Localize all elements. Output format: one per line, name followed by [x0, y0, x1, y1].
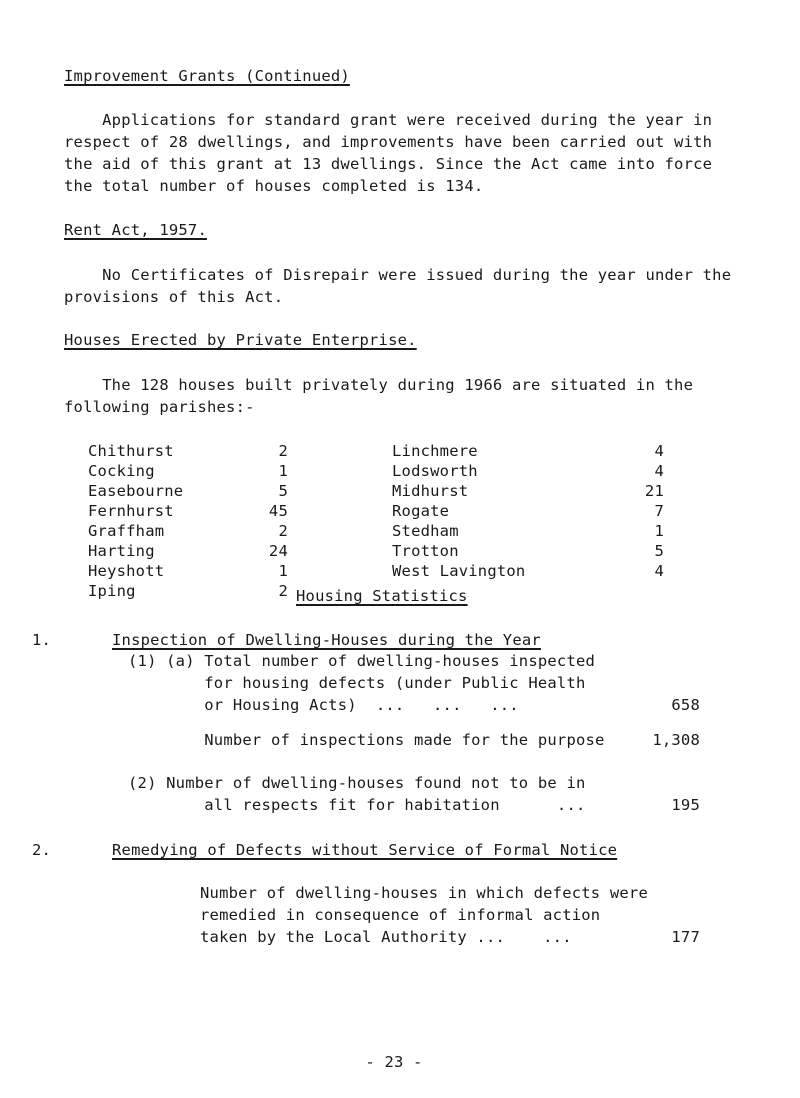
- stat-value: 1,308: [652, 731, 700, 749]
- stat-line: (2) Number of dwelling-houses found not to be in: [128, 774, 586, 792]
- stat-line: for housing defects (under Public Health: [128, 674, 586, 692]
- stat-line: (1) (a) Total number of dwelling-houses inspected: [128, 652, 596, 670]
- stat-value: 195: [671, 796, 700, 814]
- stat-line: all respects fit for habitation ...: [128, 796, 586, 814]
- parish-count: 1: [654, 522, 664, 540]
- parish-name: Linchmere: [392, 442, 478, 460]
- rent-act-heading: Rent Act, 1957.: [64, 221, 207, 239]
- list-item: [392, 521, 664, 541]
- list-item: [392, 461, 664, 481]
- parish-count: 21: [644, 482, 664, 500]
- item-number: 1.: [32, 631, 52, 649]
- parish-name: Chithurst: [88, 442, 174, 460]
- stat-value: 658: [671, 696, 700, 714]
- paragraph-line: respect of 28 dwellings, and improvements have been carried out with: [64, 133, 713, 151]
- parish-name: Stedham: [392, 522, 459, 540]
- stat-line: taken by the Local Authority ... ...: [200, 928, 572, 946]
- parish-count: 2: [278, 522, 288, 540]
- paragraph-line: No Certificates of Disrepair were issued during the year under the: [64, 266, 732, 284]
- parish-name: Harting: [88, 542, 155, 560]
- list-item: [88, 461, 288, 481]
- paragraph-line: the aid of this grant at 13 dwellings. Since the Act came into force: [64, 155, 713, 173]
- parish-name: Midhurst: [392, 482, 469, 500]
- parish-count: 24: [268, 542, 288, 560]
- item-number: 2.: [32, 841, 52, 859]
- parish-name: Fernhurst: [88, 502, 174, 520]
- parish-name: Trotton: [392, 542, 459, 560]
- stat-line: or Housing Acts) ... ... ...: [128, 696, 519, 714]
- list-item: [392, 561, 664, 581]
- parish-count: 5: [278, 482, 288, 500]
- paragraph-line: Applications for standard grant were received during the year in: [64, 111, 713, 129]
- stat-line: remedied in consequence of informal action: [200, 906, 601, 924]
- paragraph-line: The 128 houses built privately during 1966 are situated in the: [64, 376, 694, 394]
- parish-count: 4: [654, 442, 664, 460]
- parish-name: Heyshott: [88, 562, 165, 580]
- paragraph-line: following parishes:-: [64, 398, 255, 416]
- list-item: [88, 521, 288, 541]
- parish-count: 4: [654, 462, 664, 480]
- parishes-right-list: [392, 441, 664, 581]
- parish-count: 2: [278, 442, 288, 460]
- parish-count: 2: [278, 582, 288, 600]
- parish-name: Rogate: [392, 502, 450, 520]
- page-number: - 23 -: [365, 1053, 423, 1071]
- parish-name: Graffham: [88, 522, 165, 540]
- stat-value: 177: [671, 928, 700, 946]
- stat-line: Number of dwelling-houses in which defects were: [200, 884, 648, 902]
- improvement-grants-heading: Improvement Grants (Continued): [64, 67, 350, 85]
- parish-name: Lodsworth: [392, 462, 478, 480]
- list-item: [88, 441, 288, 461]
- parish-name: Iping: [88, 582, 136, 600]
- paragraph-line: the total number of houses completed is 134.: [64, 177, 484, 195]
- inspection-heading: Inspection of Dwelling-Houses during the Year: [112, 631, 541, 649]
- parish-name: West Lavington: [392, 562, 526, 580]
- list-item: [392, 481, 664, 501]
- list-item: [88, 481, 288, 501]
- list-item: [392, 441, 664, 461]
- parish-count: 1: [278, 562, 288, 580]
- remedying-heading: Remedying of Defects without Service of Formal Notice: [112, 841, 618, 859]
- list-item: [88, 561, 288, 581]
- list-item: [392, 501, 664, 521]
- list-item: [88, 541, 288, 561]
- parishes-left-list: [88, 441, 288, 601]
- parish-count: 5: [654, 542, 664, 560]
- stat-line: Number of inspections made for the purpose: [128, 731, 605, 749]
- parish-count: 1: [278, 462, 288, 480]
- houses-erected-heading: Houses Erected by Private Enterprise.: [64, 331, 417, 349]
- parish-count: 7: [654, 502, 664, 520]
- parish-count: 4: [654, 562, 664, 580]
- housing-statistics-title: Housing Statistics: [296, 587, 468, 605]
- list-item: [392, 541, 664, 561]
- parish-count: 45: [268, 502, 288, 520]
- list-item: [88, 501, 288, 521]
- parish-name: Cocking: [88, 462, 155, 480]
- list-item: [88, 581, 288, 601]
- paragraph-line: provisions of this Act.: [64, 288, 284, 306]
- parish-name: Easebourne: [88, 482, 184, 500]
